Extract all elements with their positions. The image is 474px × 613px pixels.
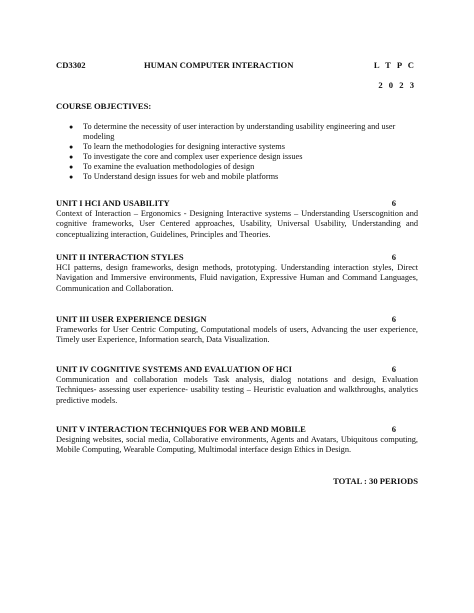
unit-hours: 6 xyxy=(391,198,396,208)
objective-item: ● To investigate the core and complex user experience design issues xyxy=(69,152,303,162)
unit-content: Communication and collaboration models Task analysis, dialog notations and design, Evaluation Techniques- assessing user experience- usability testing – Heuristic evaluation and walkthroughs, analytics predictive models. xyxy=(56,375,418,405)
objective-item: ● To examine the evaluation methodologies of design xyxy=(69,162,255,172)
unit-hours: 6 xyxy=(391,424,396,434)
course-credits: 2 0 2 3 xyxy=(378,80,416,90)
bullet-icon: ● xyxy=(69,153,74,162)
unit-hours: 6 xyxy=(391,364,396,374)
objective-item: ● To learn the methodologies for designing interactive systems xyxy=(69,142,285,152)
objective-item: ● To determine the necessity of user interaction by understanding usability engineering and user modeling xyxy=(69,122,396,142)
objective-item: ● To Understand design issues for web and mobile platforms xyxy=(69,172,279,182)
bullet-icon: ● xyxy=(69,123,74,131)
objectives-heading: COURSE OBJECTIVES: xyxy=(56,101,152,111)
unit-content: Frameworks for User Centric Computing, Computational models of users, Advancing the user experience, Timely user Experience, Information search, Data Visualization. xyxy=(56,325,418,345)
ltpc-label: L T P C xyxy=(373,60,416,70)
unit-5 xyxy=(56,424,418,456)
unit-title: UNIT III USER EXPERIENCE DESIGN xyxy=(56,314,207,324)
unit-hours: 6 xyxy=(391,252,396,262)
unit-content: Context of Interaction – Ergonomics - Designing Interactive systems – Understanding Userscognition and cognitive frameworks, User Centered approaches, Usability, Universal Usability, Understanding and conceptualizing interaction, Guidelines, Principles and Theories. xyxy=(56,209,418,239)
course-header xyxy=(56,60,416,72)
bullet-icon: ● xyxy=(69,173,74,182)
unit-4 xyxy=(56,364,418,406)
unit-title: UNIT V INTERACTION TECHNIQUES FOR WEB AND MOBILE xyxy=(56,424,306,434)
unit-2 xyxy=(56,252,418,294)
total-periods: TOTAL : 30 PERIODS xyxy=(333,476,418,486)
unit-3 xyxy=(56,314,418,346)
course-title: HUMAN COMPUTER INTERACTION xyxy=(144,60,294,70)
unit-content: HCI patterns, design frameworks, design methods, prototyping. Understanding interaction styles, Direct Navigation and Immersive environments, Fluid navigation, Expressive Human and Command Languages, Communication and Collaboration. xyxy=(56,263,418,293)
bullet-icon: ● xyxy=(69,143,74,152)
objectives-list xyxy=(56,122,418,183)
unit-hours: 6 xyxy=(391,314,396,324)
bullet-icon: ● xyxy=(69,163,74,172)
unit-title: UNIT I HCI AND USABILITY xyxy=(56,198,170,208)
unit-title: UNIT IV COGNITIVE SYSTEMS AND EVALUATION OF HCI xyxy=(56,364,292,374)
course-code: CD3302 xyxy=(56,60,86,70)
unit-content: Designing websites, social media, Collaborative environments, Agents and Avatars, Ubiquitous computing, Mobile Computing, Wearable Computing, Multimodal interface design Ethics in Design. xyxy=(56,435,418,455)
unit-1 xyxy=(56,198,418,240)
unit-heading xyxy=(56,198,418,209)
unit-heading xyxy=(56,424,418,435)
unit-heading xyxy=(56,314,418,325)
unit-heading xyxy=(56,364,418,375)
unit-title: UNIT II INTERACTION STYLES xyxy=(56,252,184,262)
unit-heading xyxy=(56,252,418,263)
